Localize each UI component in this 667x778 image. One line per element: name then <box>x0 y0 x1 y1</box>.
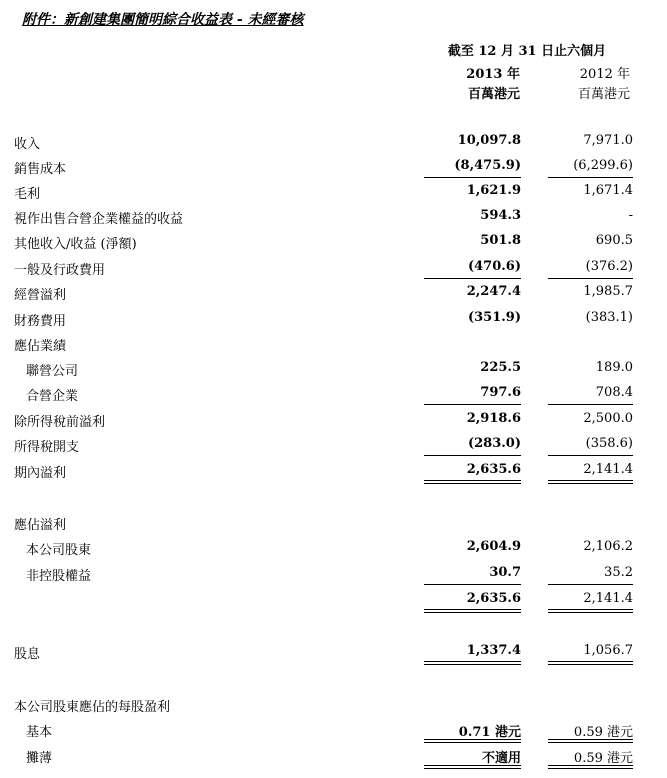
row-attributable-total <box>0 589 667 611</box>
value-2012: 0.59 港元 <box>573 725 633 740</box>
value-2012: 1,671.4 <box>583 183 633 198</box>
row-label: 基本 <box>26 725 53 740</box>
row-shareholders <box>0 537 667 559</box>
double-underline-2012 <box>548 661 633 662</box>
row-non-controlling <box>0 563 667 585</box>
value-2013: 1,337.4 <box>466 643 521 658</box>
underline-2013 <box>424 177 521 178</box>
value-2013: 0.71 港元 <box>458 725 521 740</box>
row-share-of-results <box>0 333 667 355</box>
value-2012: (6,299.6) <box>573 158 633 173</box>
underline-2012 <box>548 177 633 178</box>
period-header: 截至 12 月 31 日止六個月 <box>447 44 607 59</box>
value-2012: 2,106.2 <box>583 539 633 554</box>
value-2013: 2,635.6 <box>466 591 521 606</box>
double-underline-2012 <box>548 742 633 743</box>
double-underline-2012 <box>548 765 633 766</box>
row-profit-for-period <box>0 460 667 482</box>
value-2013: 225.5 <box>480 360 521 375</box>
double-underline-2013 <box>424 765 521 766</box>
row-eps-basic <box>0 719 667 741</box>
value-2012: 1,985.7 <box>583 284 633 299</box>
double-underline-2013 <box>424 661 521 662</box>
row-eps-diluted <box>0 745 667 767</box>
value-2012: 7,971.0 <box>583 133 633 148</box>
value-2012: (376.2) <box>585 259 633 274</box>
value-2013: 2,604.9 <box>466 539 521 554</box>
row-label: 經營溢利 <box>14 288 67 303</box>
row-label: 毛利 <box>14 187 41 202</box>
value-2013: (351.9) <box>467 310 521 325</box>
row-other-income <box>0 231 667 253</box>
double-underline-2013 <box>424 742 521 743</box>
double-underline-2013 <box>424 664 521 665</box>
row-admin-expenses <box>0 257 667 279</box>
row-label: 股息 <box>14 647 41 662</box>
underline-2012 <box>548 584 633 585</box>
row-gross-profit <box>0 181 667 203</box>
value-2012: - <box>628 208 633 223</box>
row-finance-costs <box>0 308 667 330</box>
value-2013: (470.6) <box>467 259 521 274</box>
value-2013: 2,918.6 <box>466 411 521 426</box>
value-2012: 708.4 <box>595 385 633 400</box>
row-label: 除所得稅前溢利 <box>14 415 106 430</box>
row-label: 視作出售合營企業權益的收益 <box>14 212 184 227</box>
underline-2012 <box>548 455 633 456</box>
value-2012: 35.2 <box>604 565 633 580</box>
row-profit-before-tax <box>0 409 667 431</box>
value-2013: 2,635.6 <box>466 462 521 477</box>
underline-2012 <box>548 278 633 279</box>
value-2013: 1,621.9 <box>466 183 521 198</box>
value-2013: 不適用 <box>481 751 521 766</box>
row-label: 財務費用 <box>14 314 67 329</box>
row-label: 攤薄 <box>26 751 53 766</box>
row-label: 聯營公司 <box>26 364 79 379</box>
row-associates <box>0 358 667 380</box>
underline-2013 <box>424 404 521 405</box>
row-profit-attributable <box>0 512 667 534</box>
value-2012: (358.6) <box>585 436 633 451</box>
value-2012: 690.5 <box>595 233 633 248</box>
value-2013: 501.8 <box>480 233 521 248</box>
row-label: 銷售成本 <box>14 162 67 177</box>
document-title: 附件：新創建集團簡明綜合收益表 - 未經審核 <box>22 12 304 28</box>
value-2012: 2,141.4 <box>583 462 633 477</box>
row-label: 其他收入/收益 (淨額) <box>14 237 137 252</box>
value-2012: 1,056.7 <box>583 643 633 658</box>
value-2013: 30.7 <box>489 565 521 580</box>
value-2013: (8,475.9) <box>454 158 521 173</box>
double-underline-2013 <box>424 768 521 769</box>
row-deemed-disposal-gain <box>0 206 667 228</box>
row-joint-ventures <box>0 383 667 405</box>
underline-2013 <box>424 278 521 279</box>
double-underline-2013 <box>424 480 521 481</box>
value-2012: 2,500.0 <box>583 411 633 426</box>
value-2012: 0.59 港元 <box>573 751 633 766</box>
row-label: 應佔業績 <box>14 339 67 354</box>
double-underline-2012 <box>548 480 633 481</box>
double-underline-2013 <box>424 612 521 613</box>
row-label: 一般及行政費用 <box>14 263 106 278</box>
double-underline-2013 <box>424 739 521 740</box>
value-2013: (283.0) <box>467 436 521 451</box>
row-label: 收入 <box>14 137 41 152</box>
col1-year: 2013 年 <box>466 67 520 82</box>
double-underline-2012 <box>548 612 633 613</box>
value-2012: 2,141.4 <box>583 591 633 606</box>
row-cost-of-sales <box>0 156 667 178</box>
row-operating-profit <box>0 282 667 304</box>
row-dividends <box>0 641 667 663</box>
double-underline-2013 <box>424 609 521 610</box>
value-2013: 2,247.4 <box>466 284 521 299</box>
underline-2013 <box>424 455 521 456</box>
row-label: 非控股權益 <box>26 569 92 584</box>
row-income-tax <box>0 434 667 456</box>
row-label: 本公司股東應佔的每股盈利 <box>14 700 171 715</box>
row-label: 期內溢利 <box>14 466 67 481</box>
double-underline-2012 <box>548 664 633 665</box>
value-2012: (383.1) <box>585 310 633 325</box>
value-2013: 594.3 <box>480 208 521 223</box>
row-label: 本公司股東 <box>26 543 92 558</box>
row-label: 合營企業 <box>26 389 79 404</box>
row-label: 應佔溢利 <box>14 518 67 533</box>
double-underline-2012 <box>548 609 633 610</box>
double-underline-2012 <box>548 483 633 484</box>
double-underline-2012 <box>548 739 633 740</box>
value-2012: 189.0 <box>595 360 633 375</box>
underline-2012 <box>548 404 633 405</box>
col2-unit: 百萬港元 <box>577 87 630 102</box>
row-eps-heading <box>0 694 667 716</box>
double-underline-2013 <box>424 483 521 484</box>
row-revenue <box>0 131 667 153</box>
col1-unit: 百萬港元 <box>467 87 520 102</box>
double-underline-2012 <box>548 768 633 769</box>
value-2013: 10,097.8 <box>457 133 521 148</box>
value-2013: 797.6 <box>480 385 521 400</box>
row-label: 所得稅開支 <box>14 440 80 455</box>
col2-year: 2012 年 <box>579 67 630 82</box>
underline-2013 <box>424 584 521 585</box>
